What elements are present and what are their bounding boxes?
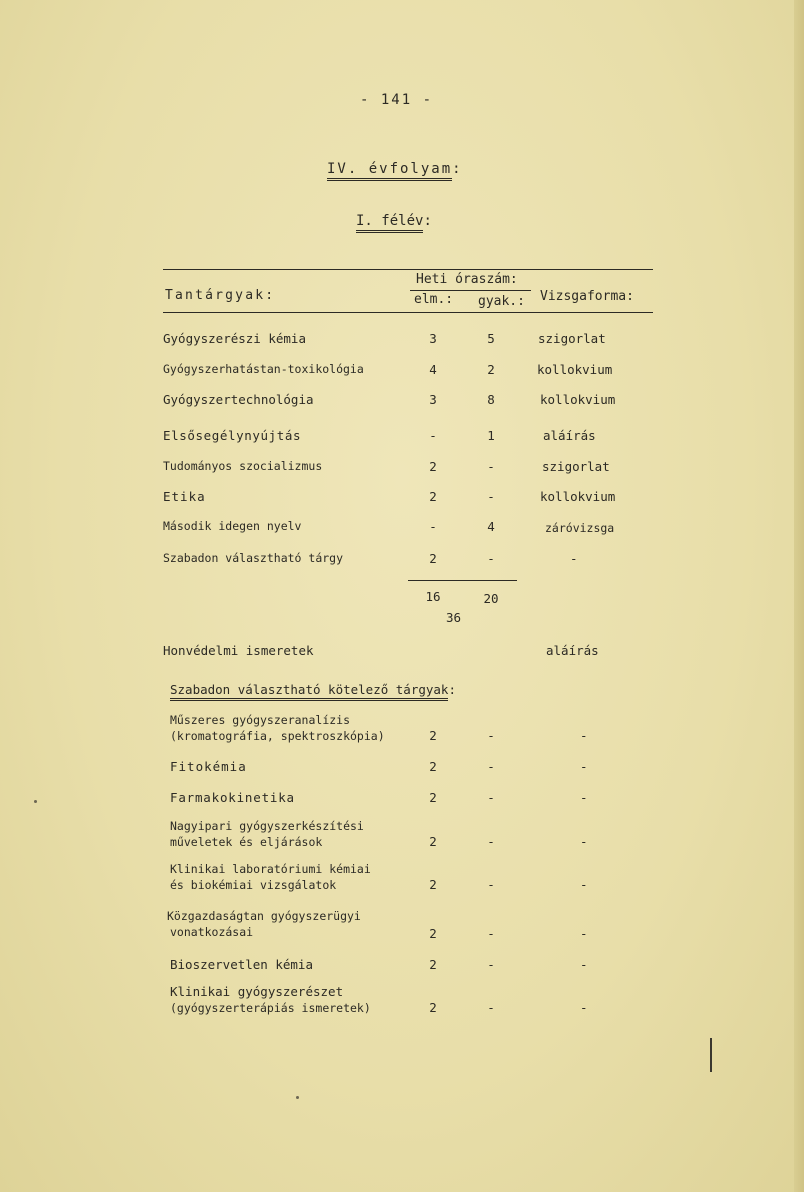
practice-hours: - <box>487 957 495 972</box>
col-header-practice: gyak.: <box>478 294 525 309</box>
paper-speck <box>296 1096 299 1099</box>
lecture-hours: 2 <box>429 957 437 972</box>
year-heading-colon: : <box>452 161 463 177</box>
exam-form: - <box>580 834 588 849</box>
lecture-hours: 2 <box>429 926 437 941</box>
elective-line-2: műveletek és eljárások <box>170 835 323 849</box>
exam-form: aláírás <box>543 428 596 443</box>
total-lecture: 16 <box>425 589 441 604</box>
lecture-hours: 4 <box>429 362 437 377</box>
lecture-hours: 2 <box>429 459 437 474</box>
practice-hours: - <box>487 459 495 474</box>
subject-name: Gyógyszerhatástan-toxikológia <box>163 362 364 376</box>
practice-hours: - <box>487 759 495 774</box>
table-top-rule <box>163 269 653 270</box>
elective-line-2: vonatkozásai <box>170 925 254 939</box>
subject-name: Tudományos szocializmus <box>163 459 323 473</box>
exam-form: - <box>580 957 588 972</box>
elective-heading-text: Szabadon választható kötelező tárgyak <box>170 682 448 701</box>
page-number: - 141 - <box>360 92 434 108</box>
col-header-subjects: Tantárgyak: <box>165 288 276 303</box>
lecture-hours: 2 <box>429 1000 437 1015</box>
subject-name: Gyógyszertechnológia <box>163 392 314 407</box>
totals-rule <box>408 580 517 581</box>
lecture-hours: 3 <box>429 392 437 407</box>
practice-hours: 8 <box>487 392 495 407</box>
lecture-hours: - <box>429 428 437 443</box>
year-heading-text: IV. évfolyam <box>327 161 452 181</box>
lecture-hours: 3 <box>429 331 437 346</box>
lecture-hours: 2 <box>429 834 437 849</box>
lecture-hours: 2 <box>429 877 437 892</box>
lecture-hours: 2 <box>429 728 437 743</box>
lecture-hours: 2 <box>429 759 437 774</box>
elective-line-1: Klinikai gyógyszerészet <box>170 984 344 999</box>
exam-form: - <box>580 728 588 743</box>
elective-heading-colon: : <box>448 682 456 697</box>
exam-form: kollokvium <box>540 392 616 407</box>
practice-hours: 4 <box>487 519 495 534</box>
exam-form: - <box>580 790 588 805</box>
practice-hours: - <box>487 489 495 504</box>
elective-line-2: és biokémiai vizsgálatok <box>170 878 337 892</box>
paper-speck <box>34 800 37 803</box>
lecture-hours: 2 <box>429 489 437 504</box>
subject-name: Gyógyszerészi kémia <box>163 331 306 346</box>
exam-form: kollokvium <box>537 362 613 377</box>
practice-hours: 2 <box>487 362 495 377</box>
year-heading <box>327 161 463 177</box>
elective-line-1: Műszeres gyógyszeranalízis <box>170 713 351 727</box>
subject-name: Második idegen nyelv <box>163 519 302 533</box>
exam-form: záróvizsga <box>545 521 615 535</box>
col-header-lecture: elm.: <box>414 292 454 307</box>
defense-exam: aláírás <box>546 643 599 658</box>
elective-line-1: Közgazdaságtan gyógyszerügyi <box>167 909 361 923</box>
exam-form: szigorlat <box>542 459 610 474</box>
practice-hours: 1 <box>487 428 495 443</box>
semester-heading-colon: : <box>423 213 432 229</box>
elective-line-1: Nagyipari gyógyszerkészítési <box>170 819 364 833</box>
lecture-hours: 2 <box>429 790 437 805</box>
elective-line-1: Klinikai laboratóriumi kémiai <box>170 862 371 876</box>
page-edge-shadow <box>794 0 804 1192</box>
exam-form: - <box>570 551 578 566</box>
practice-hours: - <box>487 877 495 892</box>
practice-hours: 5 <box>487 331 495 346</box>
subject-name: Szabadon választható tárgy <box>163 551 344 565</box>
col-header-exam-form: Vizsgaforma: <box>540 289 634 304</box>
exam-form: kollokvium <box>540 489 616 504</box>
subject-name: Etika <box>163 489 206 504</box>
practice-hours: - <box>487 790 495 805</box>
table-header-rule <box>163 312 653 313</box>
elective-line-2: (kromatográfia, spektroszkópia) <box>170 729 385 743</box>
margin-pen-mark <box>710 1038 712 1072</box>
practice-hours: - <box>487 926 495 941</box>
header-sub-rule <box>410 290 531 291</box>
practice-hours: - <box>487 834 495 849</box>
practice-hours: - <box>487 551 495 566</box>
semester-heading <box>356 213 432 229</box>
elective-heading <box>170 682 456 697</box>
practice-hours: - <box>487 1000 495 1015</box>
exam-form: szigorlat <box>538 331 606 346</box>
semester-heading-text: I. félév <box>356 213 423 233</box>
exam-form: - <box>580 926 588 941</box>
elective-line-1: Fitokémia <box>170 759 247 774</box>
lecture-hours: 2 <box>429 551 437 566</box>
exam-form: - <box>580 759 588 774</box>
exam-form: - <box>580 1000 588 1015</box>
subject-name: Elsősegélynyújtás <box>163 428 302 443</box>
grand-total: 36 <box>446 610 462 625</box>
practice-hours: - <box>487 728 495 743</box>
elective-line-2: (gyógyszerterápiás ismeretek) <box>170 1001 371 1015</box>
elective-line-1: Farmakokinetika <box>170 790 295 805</box>
defense-subject: Honvédelmi ismeretek <box>163 643 314 658</box>
total-practice: 20 <box>483 591 499 606</box>
col-header-weekly-hours: Heti óraszám: <box>416 272 518 287</box>
elective-line-1: Bioszervetlen kémia <box>170 957 313 972</box>
exam-form: - <box>580 877 588 892</box>
lecture-hours: - <box>429 519 437 534</box>
